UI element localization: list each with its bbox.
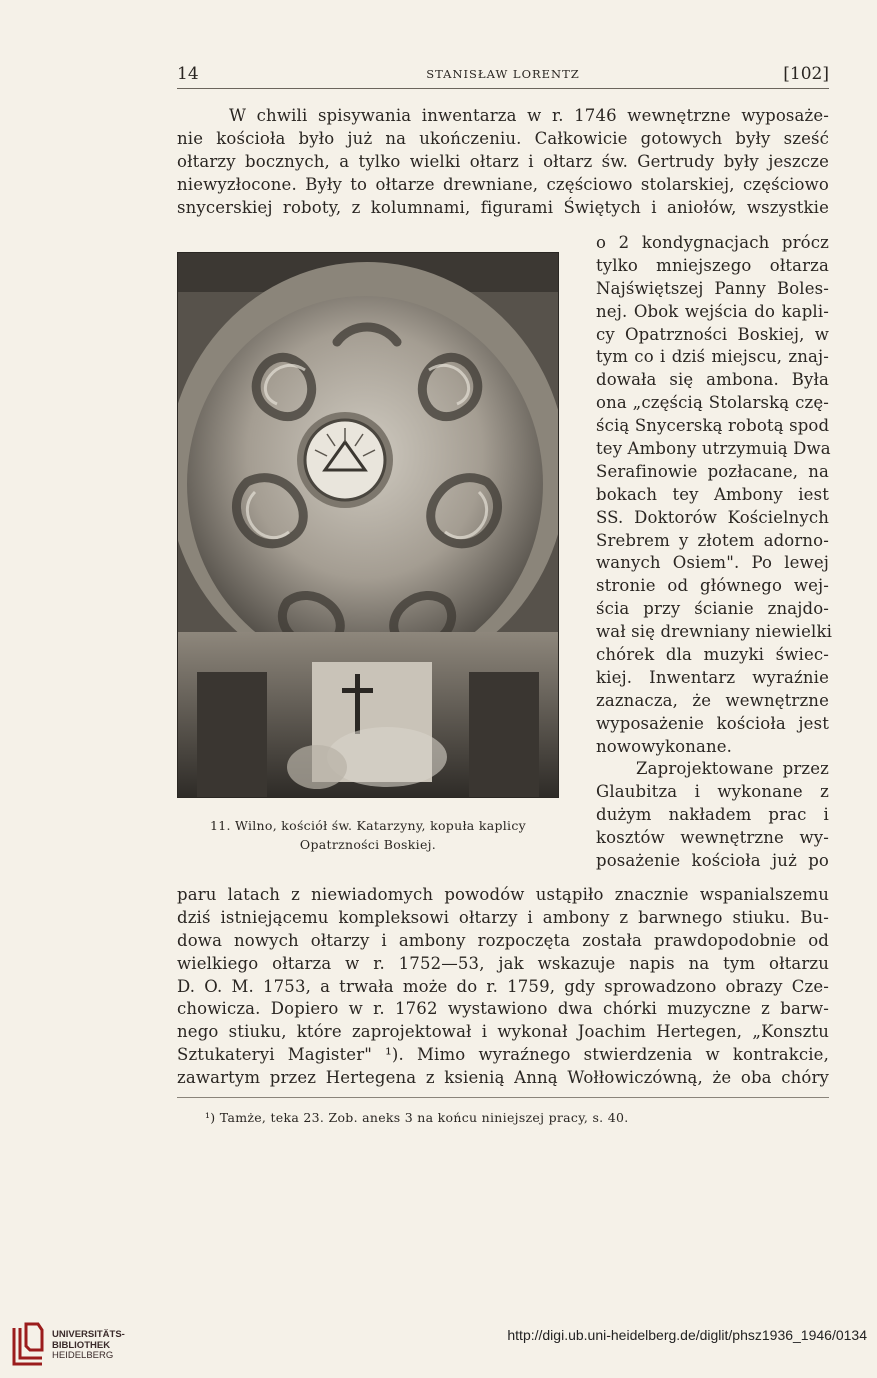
- text-line: bokach tey Ambony iest: [596, 484, 829, 504]
- text-line: paru latach z niewiadomych powodów ustąpiło znacznie wspanialszemu: [177, 885, 829, 904]
- body-text-side: [596, 232, 833, 873]
- text-line: dziś istniejącemu kompleksowi ołtarzy i ambony z barwnego stiuku. Bu-: [177, 907, 829, 927]
- text-line: o 2 kondygnacjach prócz: [596, 233, 829, 252]
- text-line: Najświętszej Panny Boles-: [596, 278, 829, 298]
- text-line: Sztukateryi Magister" ¹). Mimo wyraźnego stwierdzenia w kontrakcie,: [177, 1045, 829, 1065]
- text-line: tym co i dziś miejscu, znaj-: [596, 347, 829, 367]
- caption-line: Opatrzności Boskiej.: [299, 837, 437, 852]
- text-line: SS. Doktorów Kościelnych: [596, 507, 829, 527]
- text-line: tylko mniejszego ołtarza: [596, 255, 829, 275]
- text-line: ścia przy ścianie znajdo-: [596, 599, 829, 619]
- page-number: 14: [177, 64, 199, 84]
- caption-line: 11. Wilno, kościół św. Katarzyny, kopuła kaplicy: [209, 818, 527, 833]
- text-line: dużym nakładem prac i: [596, 805, 829, 825]
- text-line: nowowykonane.: [596, 736, 733, 756]
- text-line: wielkiego ołtarza w r. 1752—53, jak wskazuje napis na tym ołtarzu: [177, 953, 829, 973]
- text-line: dowa nowych ołtarzy i ambony rozpoczęta została prawdopodobnie od: [177, 930, 829, 950]
- text-line: ścią Snycerską robotą spod: [596, 416, 830, 436]
- dome-photograph: [177, 252, 559, 798]
- body-text-bottom: [177, 884, 829, 1090]
- text-line: Serafinowie pozłacane, na: [596, 461, 829, 481]
- text-line: cy Opatrzności Boskiej, w: [596, 324, 829, 344]
- body-text-top: [177, 105, 829, 219]
- footnote-marker: ¹): [205, 1110, 216, 1125]
- running-title: STANISŁAW LORENTZ: [426, 67, 580, 81]
- text-line: zawartym przez Hertegena z ksienią Anną Wołłowiczówną, że oba chóry: [177, 1068, 829, 1088]
- text-line: wał się drewniany niewielki: [596, 622, 833, 642]
- footnote: [205, 1110, 629, 1125]
- text-line: Srebrem y złotem adorno-: [596, 530, 829, 550]
- text-line: ołtarzy bocznych, a tylko wielki ołtarz i ołtarz św. Gertrudy były jeszcze: [177, 151, 829, 171]
- text-line: dowała się ambona. Była: [596, 370, 829, 390]
- text-line: kiej. Inwentarz wyraźnie: [596, 667, 829, 687]
- text-line: ona „częścią Stolarską czę-: [596, 393, 829, 413]
- text-line: niewyzłocone. Były to ołtarze drewniane, częściowo stolarskiej, częściowo: [177, 174, 829, 194]
- text-line: chowicza. Dopiero w r. 1762 wystawiono dwa chórki muzyczne z barw-: [177, 999, 829, 1019]
- text-line: chórek dla muzyki świec-: [596, 645, 829, 665]
- text-line: wanych Osiem". Po lewej: [596, 553, 829, 573]
- header-rule: [177, 88, 829, 89]
- page-reference: [102]: [783, 64, 829, 84]
- text-line: kosztów wewnętrzne wy-: [596, 828, 829, 848]
- text-line: wyposażenie kościoła jest: [596, 713, 829, 733]
- text-line: D. O. M. 1753, a trwała może do r. 1759, gdy sprowadzono obrazy Cze-: [177, 976, 829, 996]
- library-logo-icon: [8, 1320, 48, 1370]
- footnote-text: Tamże, teka 23. Zob. aneks 3 na końcu niniejszej pracy, s. 40.: [219, 1110, 629, 1125]
- library-name: [52, 1330, 125, 1362]
- text-line: W chwili spisywania inwentarza w r. 1746 wewnętrzne wyposaże-: [229, 106, 829, 125]
- library-name-line: UNIVERSITÄTS-: [52, 1329, 125, 1340]
- text-line: Zaprojektowane przez: [636, 759, 829, 779]
- text-line: tey Ambony utrzymuią Dwa: [596, 439, 831, 459]
- text-line: snycerskiej roboty, z kolumnami, figurami Świętych i aniołów, wszystkie: [177, 197, 829, 217]
- text-line: posażenie kościoła już po: [596, 851, 829, 871]
- text-line: Glaubitza i wykonane z: [596, 782, 829, 802]
- text-line: nego stiuku, które zaprojektował i wykonał Joachim Hertegen, „Konsztu: [177, 1022, 829, 1042]
- library-name-line: BIBLIOTHEK: [52, 1339, 111, 1351]
- text-line: nej. Obok wejścia do kapli-: [596, 301, 829, 321]
- text-line: stronie od głównego wej-: [596, 576, 829, 596]
- text-line: nie kościoła było już na ukończeniu. Całkowicie gotowych były sześć: [177, 128, 829, 148]
- library-name-line: HEIDELBERG: [52, 1350, 114, 1361]
- footnote-rule: [177, 1097, 829, 1098]
- text-line: zaznacza, że wewnętrzne: [596, 690, 829, 710]
- source-url-link[interactable]: http://digi.ub.uni-heidelberg.de/diglit/phsz1936_1946/0134: [507, 1327, 867, 1343]
- running-header: [177, 64, 829, 90]
- figure-caption: [177, 816, 559, 854]
